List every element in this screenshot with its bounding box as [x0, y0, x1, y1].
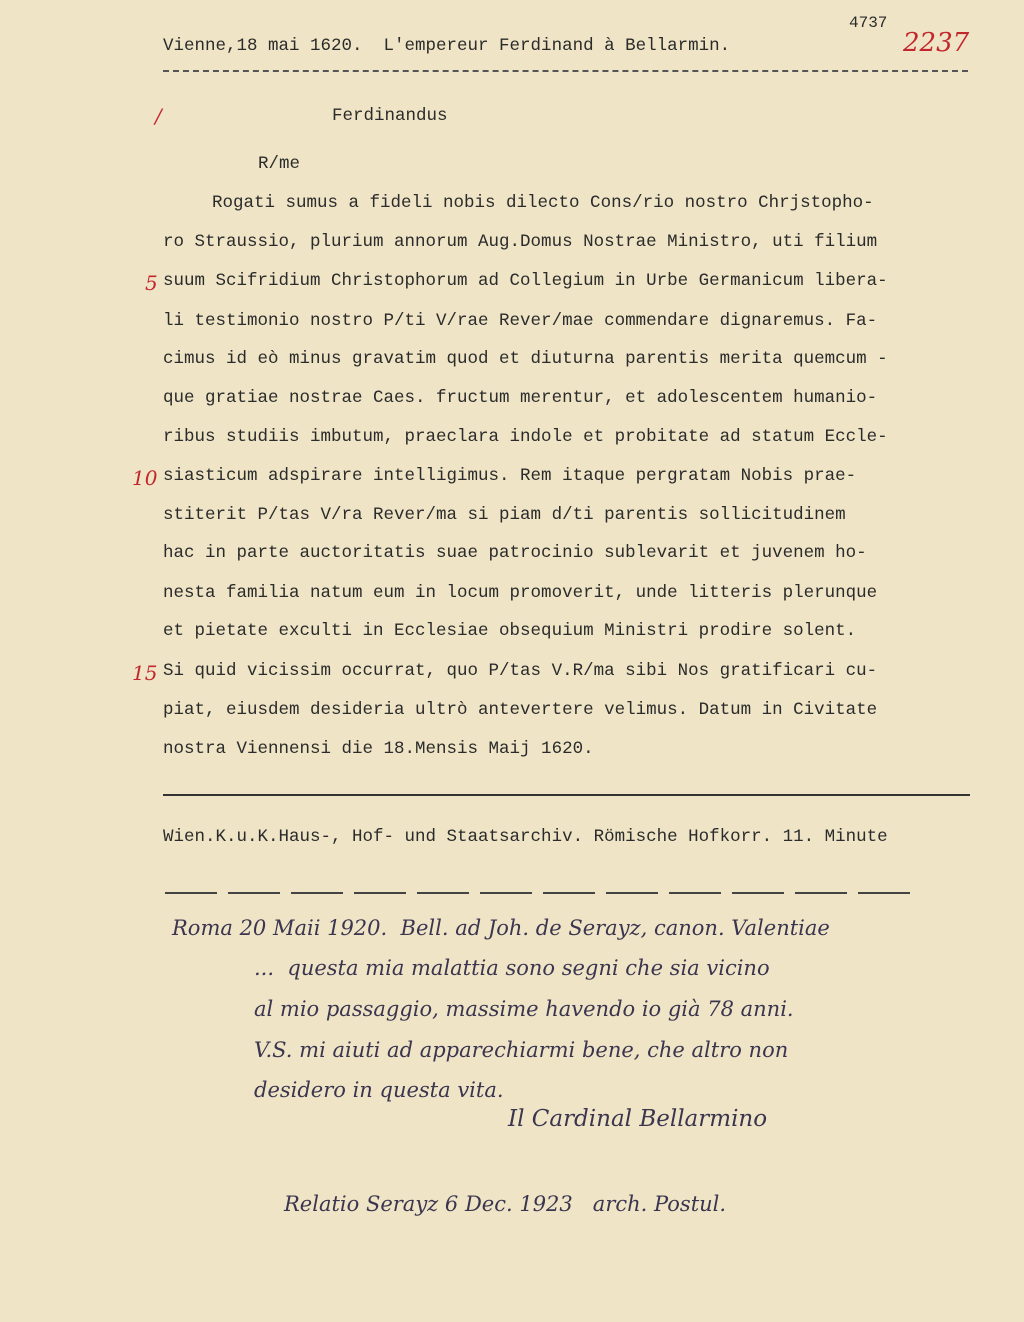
body-line: que gratiae nostrae Caes. fructum merentur, et adolescentem humanio- — [163, 388, 878, 408]
body-line: li testimonio nostro P/ti V/rae Rever/mae commendare dignaremus. Fa- — [163, 311, 878, 331]
body-line: siasticum adspirare intelligimus. Rem itaque pergratam Nobis prae- — [163, 466, 857, 486]
line-marker-1: / — [155, 104, 162, 128]
handwritten-page-number: 2237 — [903, 28, 970, 58]
body-line: nesta familia natum eum in locum promoverit, unde litteris plerunque — [163, 583, 878, 603]
cardinal-signature: Il Cardinal Bellarmino — [508, 1106, 768, 1132]
letter-salutation: R/me — [258, 154, 301, 174]
body-line: hac in parte auctoritatis suae patrocinio sublevarit et juvenem ho- — [163, 543, 867, 563]
line-marker-5: 5 — [145, 271, 158, 295]
header-divider — [163, 70, 968, 72]
note-line: Roma 20 Maii 1920. Bell. ad Joh. de Serayz, canon. Valentiae — [172, 916, 830, 940]
body-line: Si quid vicissim occurrat, quo P/tas V.R/ma sibi Nos gratificari cu- — [163, 661, 878, 681]
body-line: stiterit P/tas V/ra Rever/ma si piam d/ti parentis sollicitudinem — [163, 505, 846, 525]
body-line: piat, eiusdem desideria ultrò antevertere velimus. Datum in Civitate — [163, 700, 878, 720]
body-line: et pietate exculti in Ecclesiae obsequium Ministri prodire solent. — [163, 621, 857, 641]
header-line: Vienne,18 mai 1620. L'empereur Ferdinand à Bellarmin. — [163, 36, 731, 56]
body-divider — [163, 794, 970, 796]
archive-source: Wien.K.u.K.Haus-, Hof- und Staatsarchiv. Römische Hofkorr. 11. Minute — [163, 827, 888, 847]
body-line: suum Scifridium Christophorum ad Collegium in Urbe Germanicum libera- — [163, 271, 888, 291]
note-line: V.S. mi aiuti ad apparechiarmi bene, che altro non — [254, 1038, 789, 1062]
body-line: ro Straussio, plurium annorum Aug.Domus Nostrae Ministro, uti filium — [163, 232, 878, 252]
body-line: Rogati sumus a fideli nobis dilecto Cons/rio nostro Chrjstopho- — [212, 193, 874, 213]
note-line: al mio passaggio, massime havendo io già 78 anni. — [254, 997, 794, 1021]
note-line: desidero in questa vita. — [254, 1078, 504, 1102]
line-marker-10: 10 — [132, 466, 158, 490]
line-marker-15: 15 — [132, 661, 158, 685]
document-number: 4737 — [849, 14, 888, 32]
letter-sender: Ferdinandus — [332, 106, 448, 126]
body-line: ribus studiis imbutum, praeclara indole et probitate ad statum Eccle- — [163, 427, 888, 447]
note-footer: Relatio Serayz 6 Dec. 1923 arch. Postul. — [284, 1192, 727, 1216]
body-line: cimus id eò minus gravatim quod et diuturna parentis merita quemcum - — [163, 349, 888, 369]
note-line: ... questa mia malattia sono segni che sia vicino — [254, 956, 770, 980]
body-line: nostra Viennensi die 18.Mensis Maij 1620. — [163, 739, 594, 759]
